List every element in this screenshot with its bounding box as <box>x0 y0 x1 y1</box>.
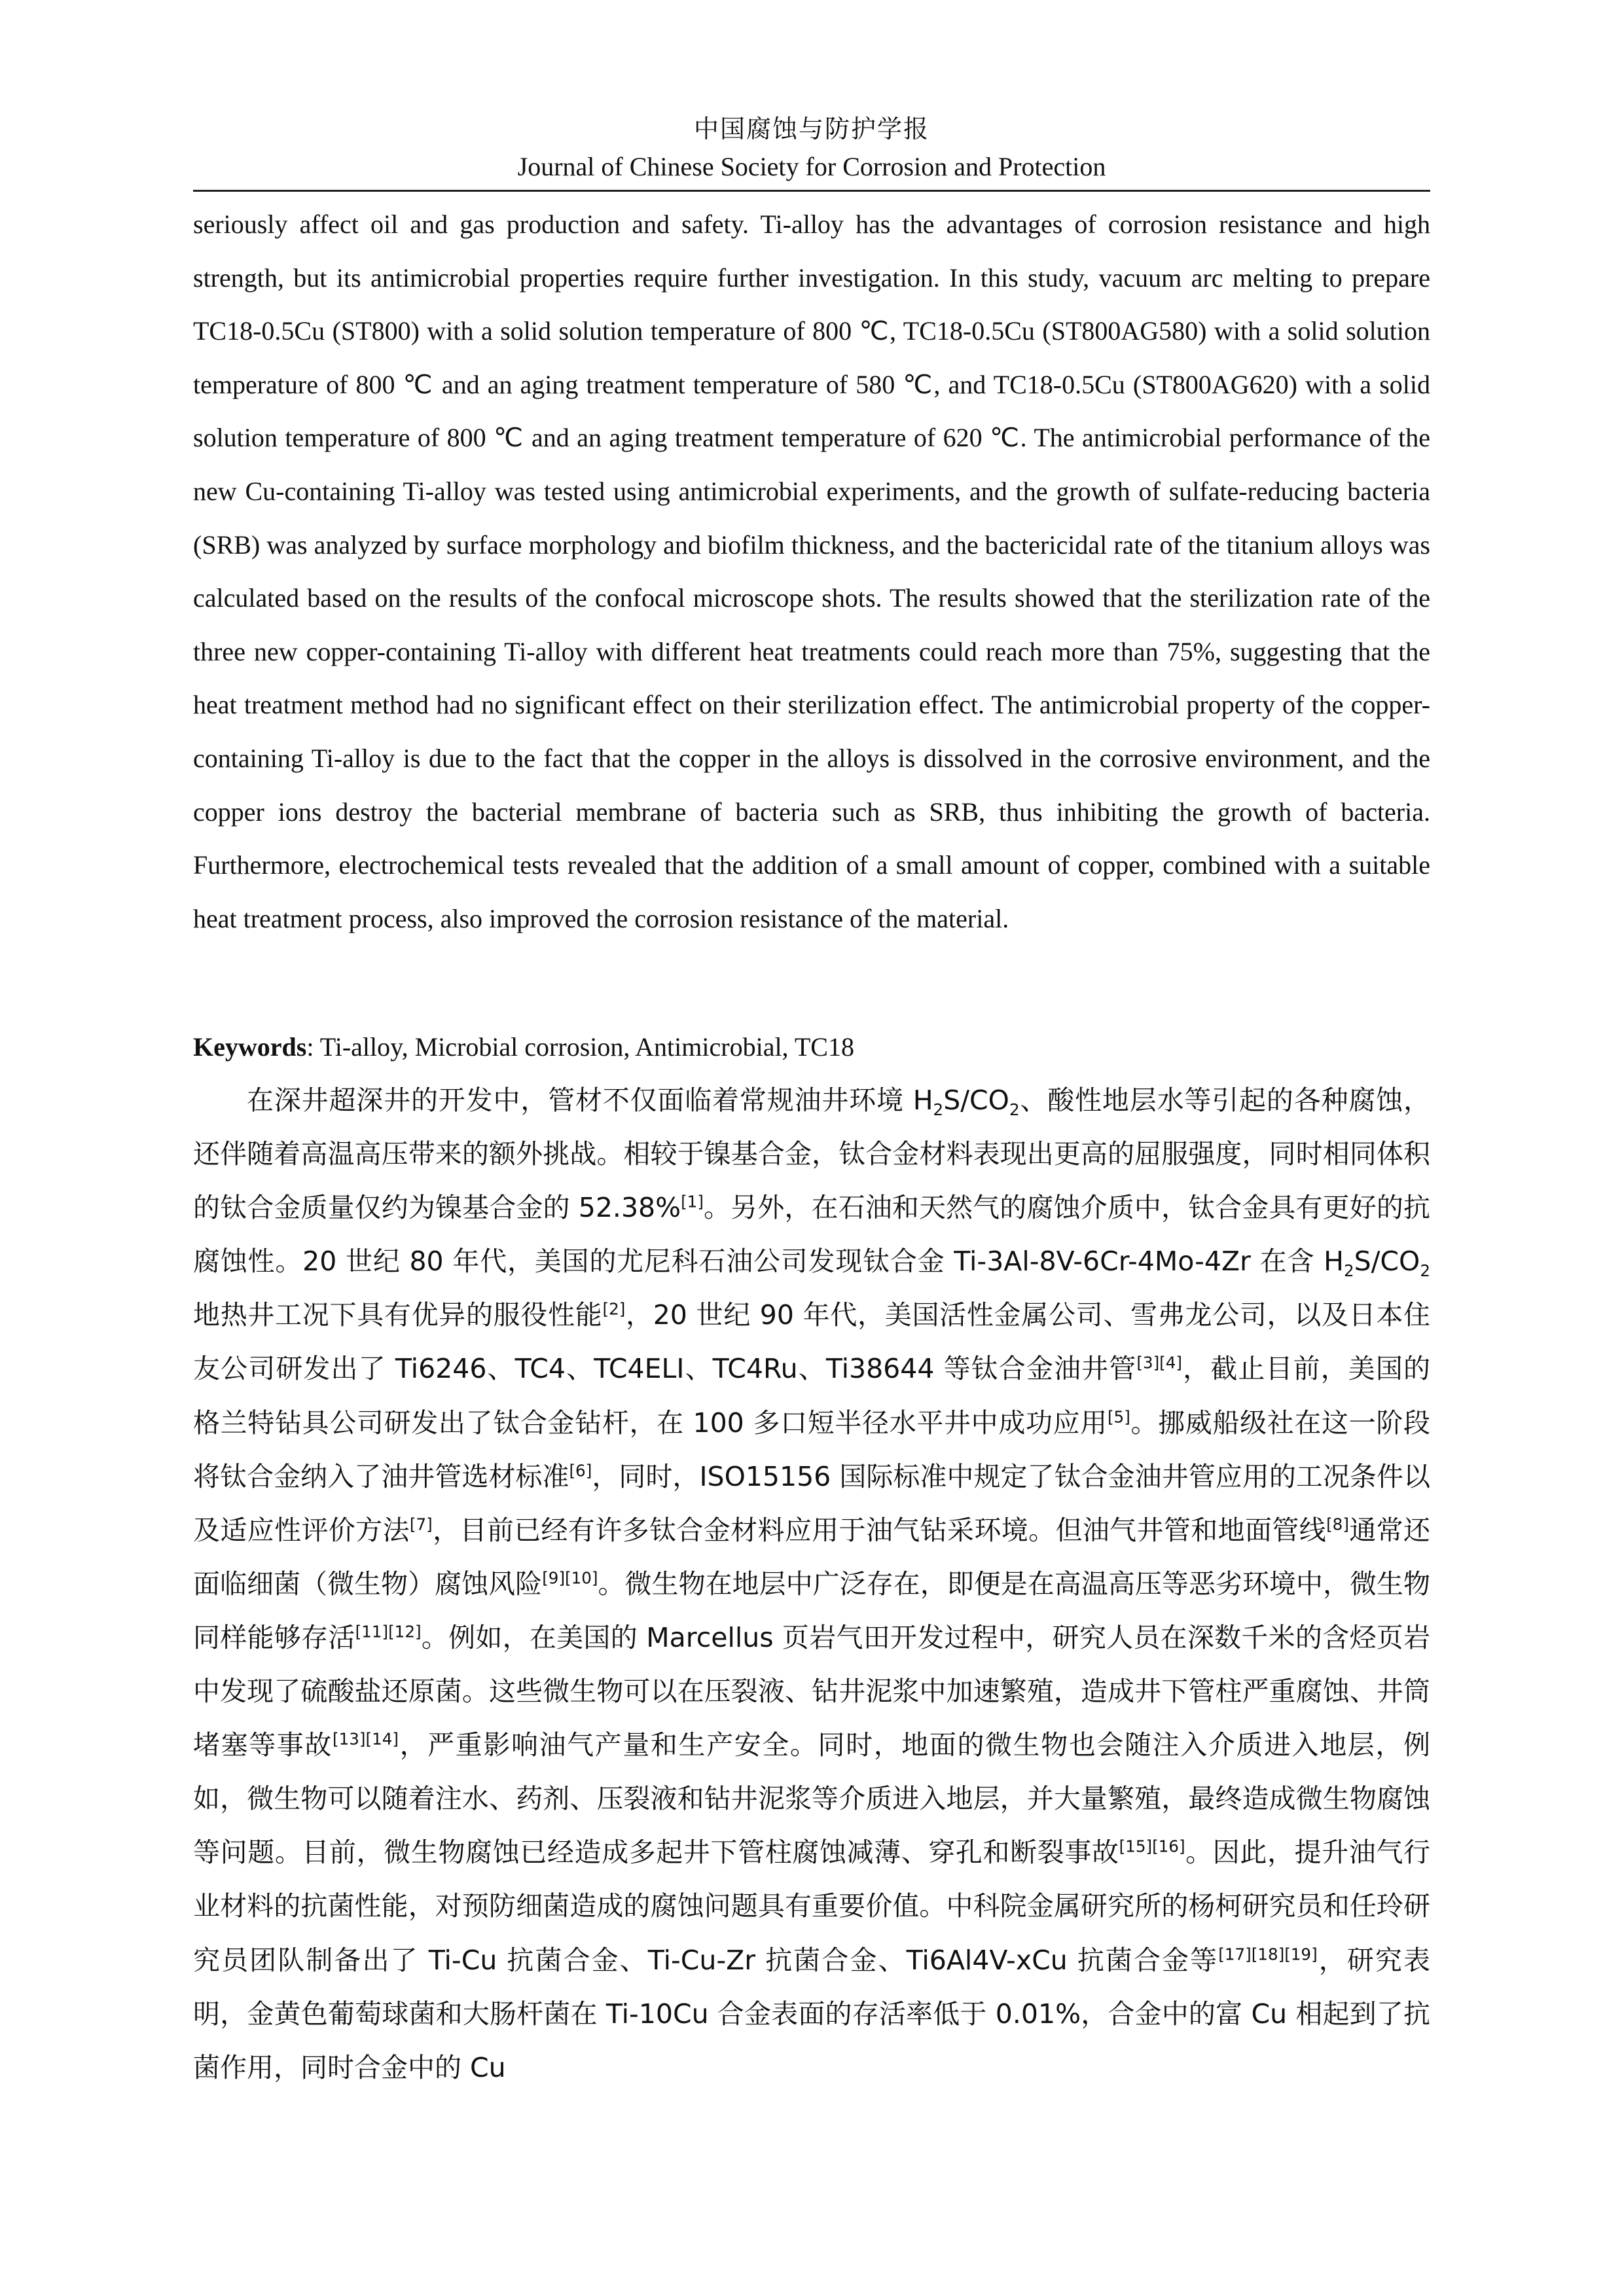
citation: [9][10] <box>542 1568 598 1588</box>
citation: [6] <box>569 1461 592 1480</box>
body-text: 。另外，在石油和天然气的腐蚀介质中，钛合金具有更好的抗腐蚀性。20 世纪 80 年代，美国的尤尼科石油公司发现钛合金 Ti-3Al-8V-6Cr-4Mo-4Zr 在含 H <box>193 1192 1430 1278</box>
citation: [7] <box>409 1515 433 1534</box>
journal-title-chinese: 中国腐蚀与防护学报 <box>693 115 929 143</box>
body-paragraph <box>193 1073 1430 2094</box>
body-text: 、酸性地层水等引起的各种腐蚀，还伴随着高温高压带来的额外挑战。相较于镍基合金，钛合金材料表现出更高的屈服强度，同时相同体积的钛合金质量仅约为镍基合金的 52.38% <box>193 1085 1431 1224</box>
body-text: ，20 世纪 90 年代，美国活性金属公司、雪弗龙公司，以及日本住友公司研发出了 Ti6246、TC4、TC4ELI、TC4Ru、Ti38644 等钛合金油井管 <box>193 1299 1431 1385</box>
body-text: 。微生物在地层中广泛存在，即便是在高温高压等恶劣环境中，微生物同样能够存活 <box>193 1568 1431 1653</box>
subscript: 2 <box>933 1100 944 1120</box>
keywords-line <box>193 1021 1430 1073</box>
citation: [5] <box>1107 1407 1130 1426</box>
citation: [3][4] <box>1136 1353 1183 1372</box>
citation: [15][16] <box>1119 1837 1185 1856</box>
body-text: H <box>912 1085 933 1116</box>
body-text: 地热井工况下具有优异的服役性能 <box>193 1299 603 1331</box>
body-text: ，同时，ISO15156 国际标准中规定了钛合金油井管应用的工况条件以及适应性评价方法 <box>193 1460 1430 1546</box>
running-header <box>193 110 1430 186</box>
citation: [8] <box>1326 1515 1349 1534</box>
subscript: 2 <box>1420 1261 1430 1281</box>
body-text: ，截止目前，美国的格兰特钻具公司研发出了钛合金钻杆，在 100 多口短半径水平井中成功应用 <box>193 1353 1431 1439</box>
body-text: ，严重影响油气产量和生产安全。同时，地面的微生物也会随注入介质进入地层，例如，微生物可以随着注水、药剂、压裂液和钻井泥浆等介质进入地层，并大量繁殖，最终造成微生物腐蚀等问题。目前，微生物腐蚀已经造成多起井下管柱腐蚀减薄、穿孔和断裂事故 <box>193 1729 1431 1869</box>
body-text: ，研究表明，金黄色葡萄球菌和大肠杆菌在 Ti-10Cu 合金表面的存活率低于 0.01%，合金中的富 Cu 相起到了抗菌作用，同时合金中的 Cu <box>193 1944 1430 2083</box>
body-text: 。例如，在美国的 Marcellus 页岩气田开发过程中，研究人员在深数千米的含烃页岩中发现了硫酸盐还原菌。这些微生物可以在压裂液、钻井泥浆中加速繁殖，造成井下管柱严重腐蚀、井筒堵塞等事故 <box>193 1621 1430 1761</box>
citation: [2] <box>602 1299 626 1319</box>
journal-title-english: Journal of Chinese Society for Corrosion and Protection <box>517 152 1106 181</box>
citation: [17][18][19] <box>1218 1944 1318 1964</box>
body-text: S/CO <box>943 1085 1009 1116</box>
body-text: 在深井超深井的开发中，管材不仅面临着常规油井环境 <box>247 1085 913 1116</box>
body-text: ，目前已经有许多钛合金材料应用于油气钻采环境。但油气井管和地面管线 <box>432 1514 1327 1546</box>
subscript: 2 <box>1009 1100 1020 1120</box>
body-text: 。挪威船级社在这一阶段将钛合金纳入了油井管选材标准 <box>193 1407 1431 1492</box>
body-text: 通常还面临细菌（微生物）腐蚀风险 <box>193 1514 1431 1600</box>
abstract-paragraph: seriously affect oil and gas production and safety. Ti-alloy has the advantages of corrosion resistance and high strength, but its antimicrobial properties require further investigation. In this study, vacuum arc melting to prepare TC18-0.5Cu (ST800) with a solid solution temperature of 800 ℃, TC18-0.5Cu (ST800AG580) with a solid solution temperature of 800 ℃ and an aging treatment temperature of 580 ℃, and TC18-0.5Cu (ST800AG620) with a solid solution temperature of 800 ℃ and an aging treatment temperature of 620 ℃. The antimicrobial performance of the new Cu-containing Ti-alloy was tested using antimicrobial experiments, and the growth of sulfate-reducing bacteria (SRB) was analyzed by surface morphology and biofilm thickness, and the bactericidal rate of the titanium alloys was calculated based on the results of the confocal microscope shots. The results showed that the sterilization rate of the three new copper-containing Ti-alloy with different heat treatments could reach more than 75%, suggesting that the heat treatment method had no significant effect on their sterilization effect. The antimicrobial property of the copper-containing Ti-alloy is due to the fact that the copper in the alloys is dissolved in the corrosive environment, and the copper ions destroy the bacterial membrane of bacteria such as SRB, thus inhibiting the growth of bacteria. Furthermore, electrochemical tests revealed that the addition of a small amount of copper, combined with a suitable heat treatment process, also improved the corrosion resistance of the material. <box>193 209 1430 933</box>
body-text: 。因此，提升油气行业材料的抗菌性能，对预防细菌造成的腐蚀问题具有重要价值。中科院金属研究所的杨柯研究员和任玲研究员团队制备出了 Ti-Cu 抗菌合金、Ti-Cu-Zr 抗菌合金、Ti6Al4V-xCu 抗菌合金等 <box>193 1837 1431 1976</box>
citation: [1] <box>681 1192 704 1211</box>
subscript: 2 <box>1343 1261 1354 1281</box>
keywords-list: : Ti-alloy, Microbial corrosion, Antimicrobial, TC18 <box>306 1032 854 1062</box>
citation: [13][14] <box>332 1729 399 1749</box>
citation: [11][12] <box>355 1622 422 1641</box>
keywords-label: Keywords <box>193 1032 307 1062</box>
body-text: S/CO <box>1354 1246 1420 1278</box>
header-divider <box>193 190 1430 192</box>
